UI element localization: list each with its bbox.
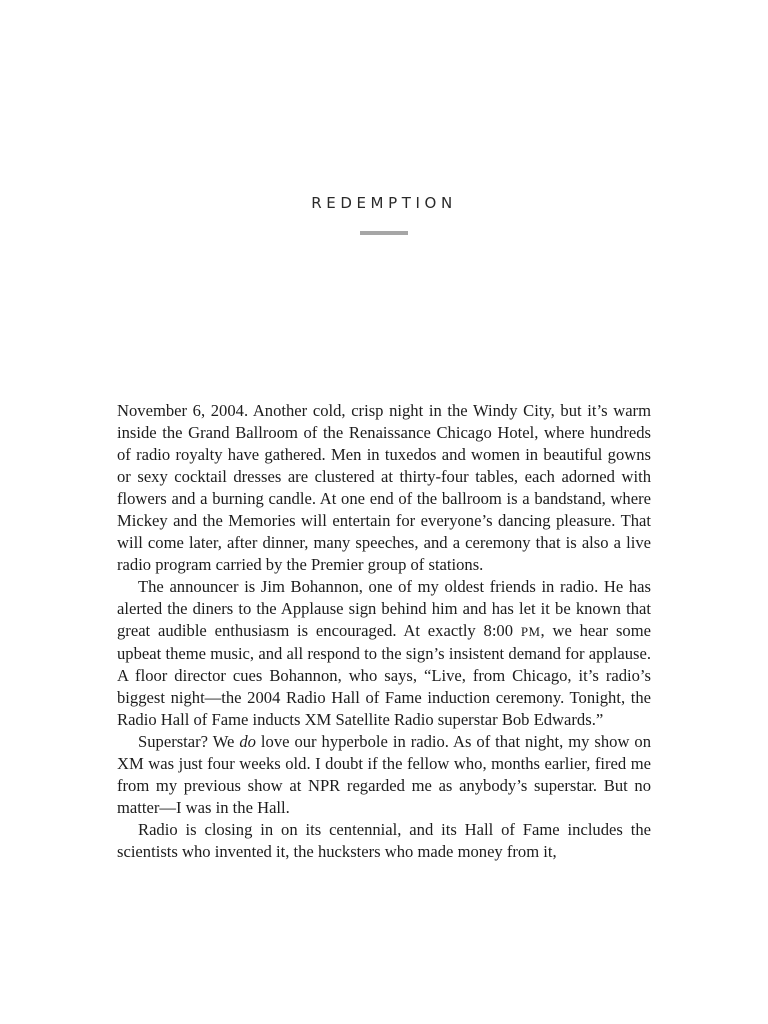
italic-run: do (239, 732, 256, 751)
chapter-title: REDEMPTION (311, 194, 457, 212)
text-run: November 6, 2004. Another cold, crisp night in the Windy City, but it’s warm inside the Grand Ballroom of the Renaissance Chicago Hotel, where hundreds of radio royalty have gathered. Men in tuxedos and women in beautiful gowns or sexy cocktail dresses are clustered at thirty-four tables, each adorned with flowers and a burning candle. At one end of the ballroom is a bandstand, where Mickey and the Memories will entertain for everyone’s dancing pleasure. That will come later, after dinner, many speeches, and a ceremony that is also a live radio program carried by the Premier group of stations. (117, 401, 651, 574)
paragraph-1 (117, 400, 651, 576)
text-run: Radio is closing in on its centennial, and its Hall of Fame includes the scientists who invented it, the hucksters who made money from it, (117, 820, 651, 861)
paragraph-3 (117, 731, 651, 819)
text-run: The announcer is Jim Bohannon, one of my oldest friends in radio. He has alerted the diners to the Applause sign behind him and has let it be known that great audible enthusiasm is encouraged. At exactly 8:00 (117, 577, 651, 640)
paragraph-4 (117, 819, 651, 863)
paragraph-2 (117, 576, 651, 731)
text-run: , we hear some upbeat theme music, and all respond to the sign’s insistent demand for applause. A floor director cues Bohannon, who says, “Live, from Chicago, it’s radio’s biggest night—the 2004 Radio Hall of Fame induction ceremony. Tonight, the Radio Hall of Fame inducts XM Satellite Radio superstar Bob Edwards.” (117, 621, 651, 729)
smallcaps-run: PM (520, 624, 541, 639)
text-run: Superstar? We (138, 732, 240, 751)
title-rule (360, 231, 408, 235)
body-text (117, 400, 651, 863)
text-run: love our hyperbole in radio. As of that night, my show on XM was just four weeks old. I doubt if the fellow who, months earlier, fired me from my previous show at NPR regarded me as anybody’s superstar. But no matter—I was in the Hall. (117, 732, 651, 817)
